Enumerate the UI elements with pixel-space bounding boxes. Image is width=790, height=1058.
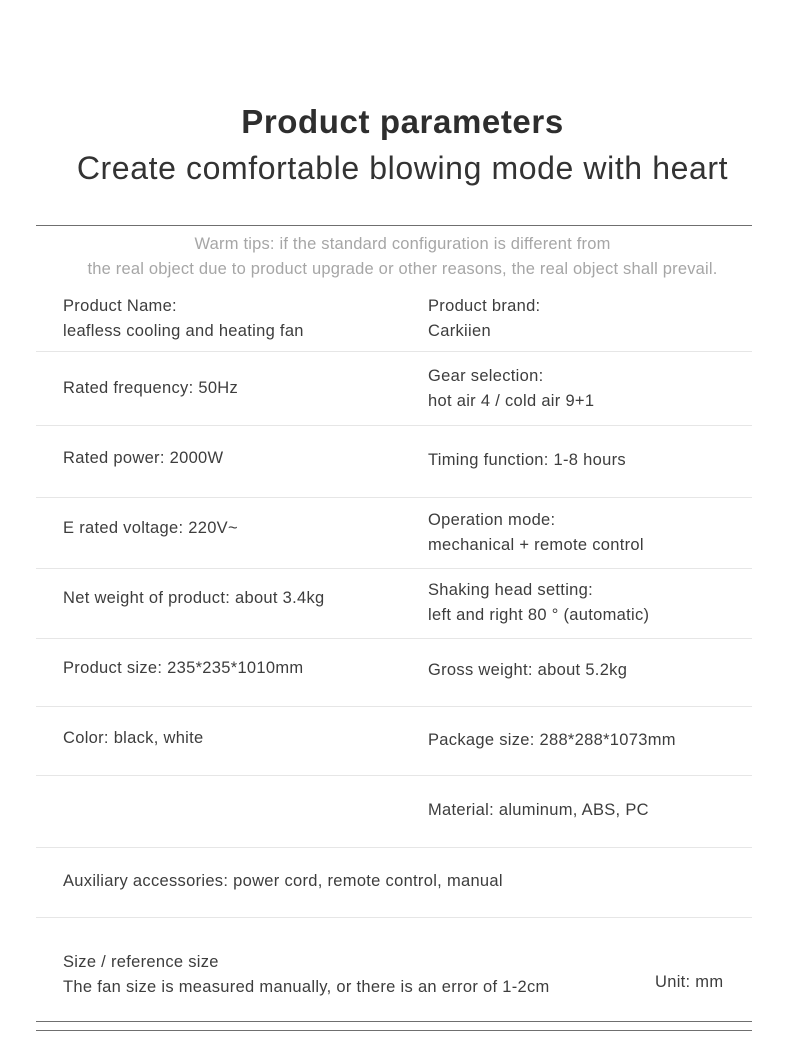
- shaking-head-label: Shaking head setting:: [428, 581, 593, 599]
- row-divider: [36, 497, 752, 498]
- page-title: Product parameters: [241, 103, 564, 140]
- bottom-divider-2: [36, 1030, 752, 1031]
- size-note-text: The fan size is measured manually, or there is an error of 1-2cm: [63, 978, 550, 996]
- size-note-title: Size / reference size: [63, 953, 219, 971]
- gear-selection-value: hot air 4 / cold air 9+1: [428, 392, 595, 410]
- product-size: Product size: 235*235*1010mm: [63, 659, 304, 677]
- package-size: Package size: 288*288*1073mm: [428, 731, 676, 749]
- color: Color: black, white: [63, 729, 204, 747]
- row-divider: [36, 706, 752, 707]
- gross-weight: Gross weight: about 5.2kg: [428, 661, 628, 679]
- net-weight: Net weight of product: about 3.4kg: [63, 589, 325, 607]
- row-divider: [36, 847, 752, 848]
- product-brand-label: Product brand:: [428, 297, 541, 315]
- product-name-cell: [63, 294, 304, 344]
- auxiliary-accessories: Auxiliary accessories: power cord, remote control, manual: [63, 872, 503, 890]
- product-brand-cell: [428, 294, 540, 344]
- material: Material: aluminum, ABS, PC: [428, 801, 649, 819]
- row-divider: [36, 638, 752, 639]
- operation-mode-label: Operation mode:: [428, 511, 556, 529]
- shaking-head-value: left and right 80 ° (automatic): [428, 606, 650, 624]
- rated-frequency: Rated frequency: 50Hz: [63, 379, 239, 397]
- top-divider: [36, 225, 752, 226]
- warm-tips-line-2: the real object due to product upgrade or other reasons, the real object shall prevail.: [87, 260, 718, 278]
- size-note: [63, 950, 550, 1000]
- row-divider: [36, 425, 752, 426]
- product-name-label: Product Name:: [63, 297, 177, 315]
- gear-selection-label: Gear selection:: [428, 367, 544, 385]
- row-divider: [36, 351, 752, 352]
- row-divider: [36, 775, 752, 776]
- operation-mode-cell: [428, 508, 644, 558]
- unit-label: Unit: mm: [655, 973, 724, 991]
- shaking-head-cell: [428, 578, 649, 628]
- page-subtitle: Create comfortable blowing mode with heart: [76, 150, 729, 186]
- operation-mode-value: mechanical + remote control: [428, 536, 644, 554]
- gear-selection-cell: [428, 364, 594, 414]
- timing-function: Timing function: 1-8 hours: [428, 451, 626, 469]
- row-divider: [36, 917, 752, 918]
- rated-power: Rated power: 2000W: [63, 449, 224, 467]
- warm-tips-line-1: Warm tips: if the standard configuration is different from: [194, 235, 611, 253]
- rated-voltage: E rated voltage: 220V~: [63, 519, 238, 537]
- row-divider: [36, 568, 752, 569]
- bottom-divider: [36, 1021, 752, 1022]
- product-name-value: leafless cooling and heating fan: [63, 322, 304, 340]
- product-brand-value: Carkiien: [428, 322, 491, 340]
